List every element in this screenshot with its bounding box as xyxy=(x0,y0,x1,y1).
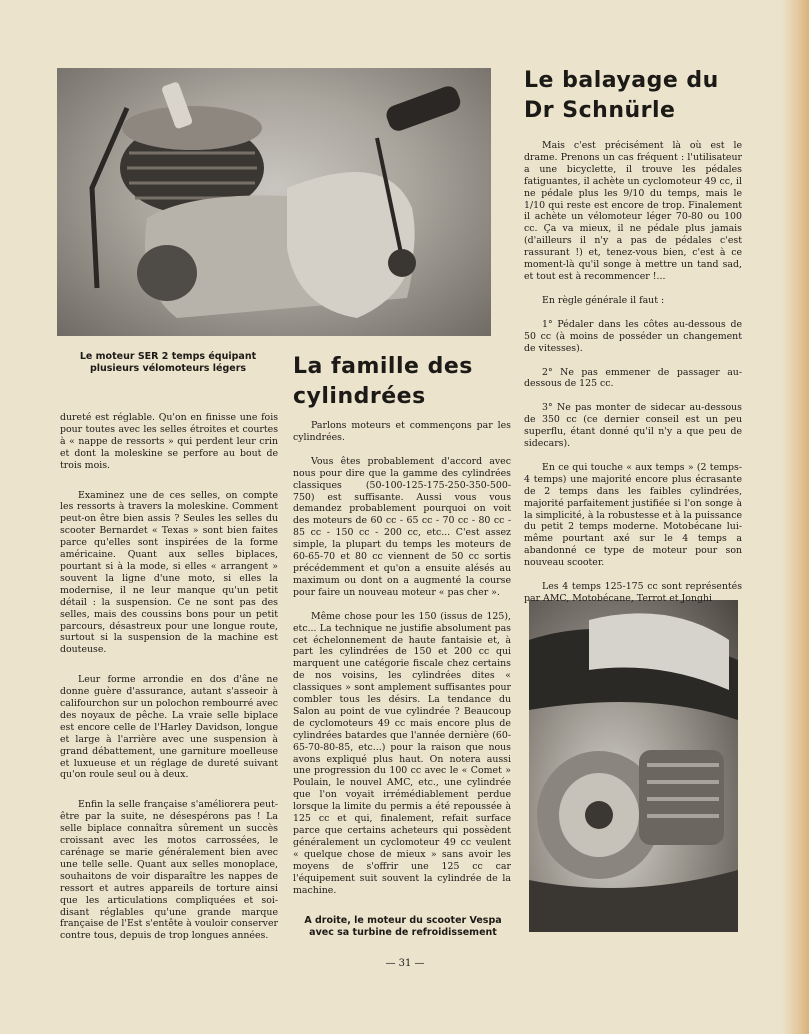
col1-paragraph: Examinez une de ces selles, on compte les ressorts à travers la moleskine. Comment peut-on être bien assis ? Seules les selles du scooter Bernardet « Texas » sont bien faites parce qu'elles sont inspirées de la forme américaine. Quant aux selles biplaces, pourtant si à la mode, si elles « arrangent » souvent la ligne d'une moto, si elles la modernise, il ne leur manque qu'un petit détail : la suspension. Ce ne sont pas des selles, mais des coussins bons pour un petit parcours, désastreux pour une longue route, surtout si la suspension de la machine est douteuse. xyxy=(60,489,278,656)
heading-balayage: Le balayage du Dr Schnürle xyxy=(524,68,719,123)
vespa-caption: A droite, le moteur du scooter Vespa avec sa turbine de refroidissement xyxy=(304,915,502,938)
col2-paragraph: Parlons moteurs et commençons par les cylindrées. xyxy=(293,420,511,443)
heading-famille: La famille des cylindrées xyxy=(293,354,473,409)
column-3 xyxy=(524,140,742,617)
col1-paragraph: Leur forme arrondie en dos d'âne ne donne guère d'assurance, autant s'asseoir à califourchon sur un polochon rembourré avec des noyaux de pêche. La vraie selle biplace est encore celle de l'Harley Davidson, longue et large à l'arrière avec une suspension à grand débattement, une garniture moelleuse et luxueuse et un réglage de dureté suivant qu'on roule seul ou à deux. xyxy=(60,674,278,781)
engine-photo-icon xyxy=(57,68,491,336)
col3-paragraph: En ce qui touche « aux temps » (2 temps-4 temps) une majorité encore plus écrasante de 2 temps dans les faibles cylindrées, majorité parfaitement justifiée si l'on songe à la simplicité, à la robustesse et à la puissance du petit 2 temps moderne. Motobécane lui-même pourtant axé sur le 4 temps a abandonné ce type de moteur pour son nouveau scooter. xyxy=(524,461,742,569)
col1-paragraph: Enfin la selle française s'améliorera peut-être par la suite, ne désespérons pas ! La selle biplace connaîtra sûrement un succès croissant avec les motos carrossées, le carénage se marie généralement bien avec une telle selle. Quant aux selles monoplace, souhaitons de voir disparaître les nappes de ressort et autres appareils de torture ainsi que les articulations compliquées et soi-disant réglables qu'une grande marque française de l'Est s'entête à vouloir conserver contre tous, depuis de trop longues années. xyxy=(60,799,278,942)
col3-paragraph: En règle générale il faut : xyxy=(542,294,665,306)
col3-paragraph: Les 4 temps 125-175 cc sont représentés par AMC, Motobécane, Terrot et Jonghi xyxy=(524,581,742,604)
col3-paragraph: 2° Ne pas emmener de passager au-dessous de 125 cc. xyxy=(524,366,742,390)
col3-paragraph: Mais c'est précisément là où est le drame. Prenons un cas fréquent : l'utilisateur a une bicyclette, il trouve les pédales fatiguantes, il achète un cyclomoteur 49 cc, il ne pédale plus les 9/10 du temps, mais le 1/10 qui reste est encore de trop. Finalement il achète un vélomoteur léger 70-80 ou 100 cc. Ça va mieux, il ne pédale plus jamais (d'ailleurs il n'y a pas de pédales c'est rassurant !) et, tenez-vous bien, c'est à ce moment-là qu'il songe à mettre un tand sad, et tout est à recommencer !... xyxy=(524,140,742,282)
vespa-photo xyxy=(529,600,738,932)
vespa-photo-icon xyxy=(529,600,738,932)
page-edge xyxy=(781,0,809,1034)
col2-paragraph: Même chose pour les 150 (issus de 125), etc... La technique ne justifie absolument pas cet échelonnement de haute fantaisie et, à part les cylindrées de 150 et 200 cc qui marquent une catégorie fiscale chez certains de nos voisins, les cylindrées dites « classiques » sont amplement suffisantes pour combler tous les désirs. La tendance du Salon au point de vue cylindrée ? Beaucoup de cyclomoteurs 49 cc mais encore plus de cylindrées batardes que l'année dernière (60-65-70-80-85, etc...) pour la raison que nous avons expliqué plus haut. On notera aussi une progression du 100 cc avec le « Comet » Poulain, le nouvel AMC, etc., une cylindrée que l'on voyait irrémédiablement perdue lorsque la limite du permis a été repoussée à 125 cc et qui, finalement, refait surface parce que certains acheteurs qui possèdent généralement un cyclomoteur 49 cc veulent « quelque chose de mieux » sans avoir les moyens de s'offrir une 125 cc car l'équipement suit souvent la cylindrée de la machine. xyxy=(293,610,511,896)
col2-paragraph: Vous êtes probablement d'accord avec nous pour dire que la gamme des cylindrées classiques (50-100-125-175-250-350-500-750) est suffisante. Aussi vous vous demandez probablement pourquoi on voit des moteurs de 60 cc - 65 cc - 70 cc - 80 cc - 85 cc - 150 cc - 200 cc, etc... C'est assez simple, la plupart du temps les moteurs de 60-65-70 et 80 cc viennent de 50 cc sortis précédemment et qu'on a ensuite alésés au maximum ou dont on a augmenté la course pour faire un nouveau moteur « pas cher ». xyxy=(293,455,511,598)
col3-paragraph: 3° Ne pas monter de sidecar au-dessous de 350 cc (ce dernier conseil est un peu superflu, étant donné qu'il n'y a que peu de sidecars). xyxy=(524,402,742,450)
engine-photo xyxy=(57,68,491,336)
column-2 xyxy=(293,420,511,908)
col1-paragraph: dureté est réglable. Qu'on en finisse une fois pour toutes avec les selles étroites et courtes à « nappe de ressorts » qui perdent leur crin et dont la moleskine se perfore au bout de trois mois. xyxy=(60,412,278,471)
column-1 xyxy=(60,412,278,954)
engine-caption: Le moteur SER 2 temps équipant plusieurs vélomoteurs légers xyxy=(79,351,257,374)
page-number: — 31 — xyxy=(385,958,425,969)
col3-paragraph: 1° Pédaler dans les côtes au-dessous de 50 cc (à moins de posséder un changement de vitesses). xyxy=(524,318,742,354)
